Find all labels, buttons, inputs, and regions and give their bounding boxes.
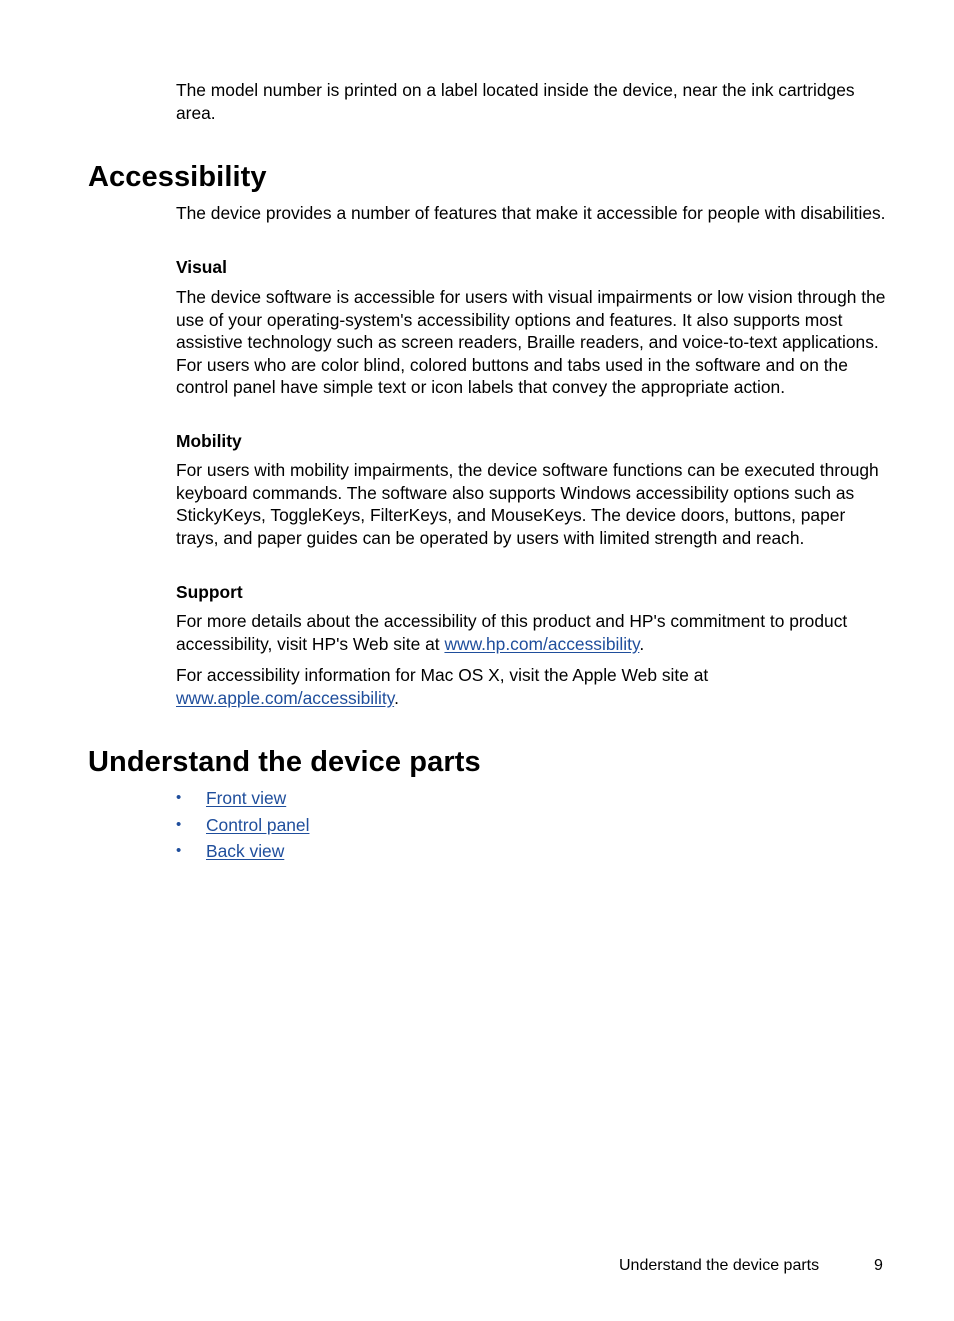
- footer-section-title: Understand the device parts: [619, 1257, 820, 1274]
- visual-subheading: Visual: [176, 257, 227, 277]
- control-panel-link[interactable]: Control panel: [206, 814, 310, 835]
- mobility-paragraph: For users with mobility impairments, the device software functions can be executed through keyboard commands. The software also supports Windows accessibility options such as StickyKeys, ToggleKeys, FilterKeys, and MouseKeys. The device doors, buttons, paper trays, and paper guides can be operated by users with limited strength and reach.: [176, 460, 879, 548]
- bullet-icon: •: [176, 842, 182, 860]
- front-view-link[interactable]: Front view: [206, 788, 287, 808]
- bullet-icon: •: [176, 789, 182, 806]
- accessibility-intro-paragraph: The device provides a number of features that make it accessible for people with disabilities.: [176, 203, 886, 223]
- accessibility-heading: Accessibility: [88, 161, 267, 193]
- apple-accessibility-link[interactable]: www.apple.com/accessibility: [176, 687, 395, 708]
- support-hp-period: .: [639, 633, 645, 654]
- support-apple-paragraph: [176, 664, 886, 709]
- model-number-paragraph: The model number is printed on a label located inside the device, near the ink cartridges area.: [176, 80, 855, 123]
- footer-page-number: 9: [874, 1257, 883, 1274]
- visual-paragraph: The device software is accessible for users with visual impairments or low vision through the use of your operating-system's accessibility options and features. It also supports most assistive technology such as screen readers, Braille readers, and voice-to-text applications. For users who are color blind, colored buttons and tabs used in the software and on the control panel have simple text or icon labels that convey the appropriate action.: [176, 287, 886, 397]
- support-apple-period: .: [394, 687, 399, 708]
- back-view-link[interactable]: Back view: [206, 841, 285, 862]
- device-parts-heading: Understand the device parts: [88, 746, 481, 778]
- support-hp-text: For more details about the accessibility of this product and HP's commitment to product accessibility, visit HP's Web site at: [176, 611, 848, 654]
- mobility-subheading: Mobility: [176, 431, 242, 451]
- support-subheading: Support: [176, 582, 243, 602]
- hp-accessibility-link[interactable]: www.hp.com/accessibility: [444, 633, 640, 654]
- bullet-icon: •: [176, 815, 182, 833]
- support-apple-text: For accessibility information for Mac OS X, visit the Apple Web site at: [176, 665, 709, 685]
- support-hp-paragraph: [176, 610, 886, 655]
